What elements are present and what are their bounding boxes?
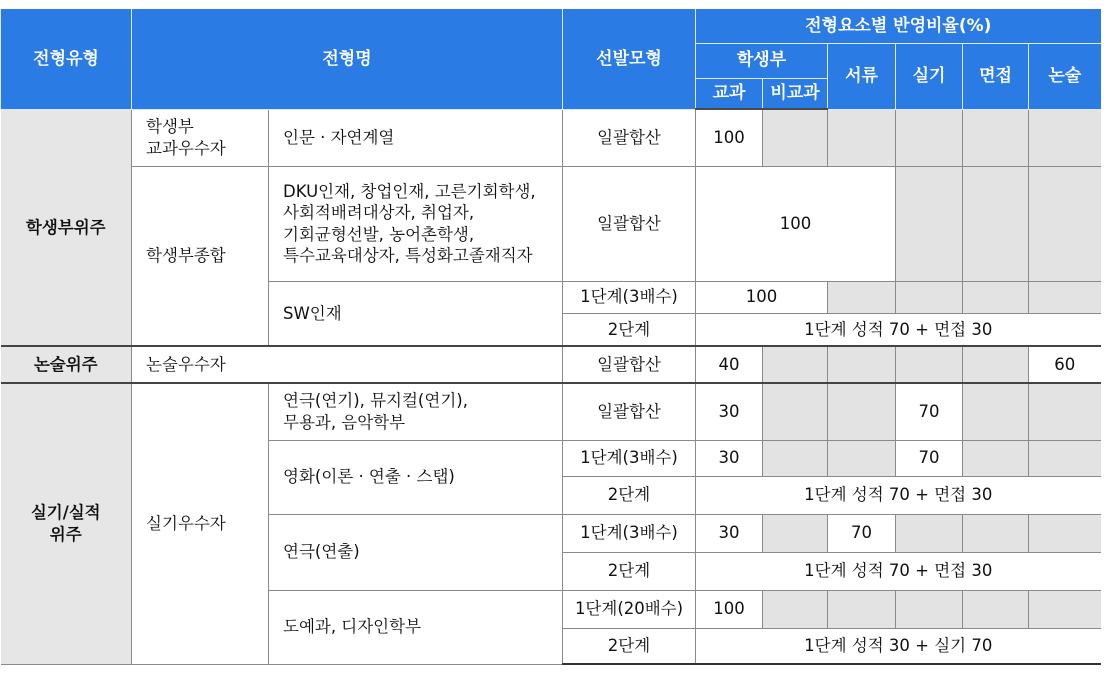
practical-value: 70	[896, 440, 963, 476]
selection-model: 2단계	[563, 476, 696, 514]
stage2-formula: 1단계 성적 70 + 면접 30	[696, 313, 1101, 346]
selection-model: 1단계(3배수)	[563, 514, 696, 552]
program-name: 논술우수자	[132, 346, 563, 383]
selection-model: 1단계(20배수)	[563, 590, 696, 628]
empty-cell	[1029, 590, 1101, 628]
empty-cell	[763, 590, 828, 628]
program-name: 도예과, 디자인학부	[269, 590, 563, 664]
empty-cell	[828, 346, 896, 383]
empty-cell	[763, 383, 828, 440]
selection-model: 일괄합산	[563, 346, 696, 383]
program-name: 연극(연출)	[269, 514, 563, 590]
empty-cell	[963, 109, 1029, 166]
subject-value: 30	[696, 514, 763, 552]
subject-value: 100	[696, 109, 763, 166]
merged-value: 100	[696, 281, 828, 313]
header-type: 전형유형	[1, 9, 132, 109]
stage2-formula: 1단계 성적 70 + 면접 30	[696, 476, 1101, 514]
selection-model: 2단계	[563, 628, 696, 664]
empty-cell	[963, 346, 1029, 383]
empty-cell	[1029, 166, 1101, 281]
group-record-subject: 학생부 교과우수자	[132, 109, 269, 166]
empty-cell	[896, 166, 963, 281]
empty-cell	[828, 109, 896, 166]
essay-value: 60	[1029, 346, 1101, 383]
empty-cell	[896, 109, 963, 166]
empty-cell	[828, 281, 896, 313]
documents-value: 70	[828, 514, 896, 552]
empty-cell	[896, 514, 963, 552]
header-model: 선발모형	[563, 9, 696, 109]
subject-value: 30	[696, 440, 763, 476]
empty-cell	[828, 440, 896, 476]
header-subject: 교과	[696, 78, 763, 109]
empty-cell	[963, 590, 1029, 628]
admission-ratio-table	[0, 9, 1101, 665]
empty-cell	[963, 383, 1029, 440]
program-name: SW인재	[269, 281, 563, 346]
empty-cell	[763, 440, 828, 476]
empty-cell	[1029, 440, 1101, 476]
empty-cell	[763, 346, 828, 383]
header-name: 전형명	[132, 9, 563, 109]
empty-cell	[896, 281, 963, 313]
selection-model: 1단계(3배수)	[563, 281, 696, 313]
selection-model: 2단계	[563, 313, 696, 346]
selection-model: 2단계	[563, 552, 696, 590]
header-practical: 실기	[896, 43, 963, 109]
empty-cell	[828, 383, 896, 440]
type-record: 학생부위주	[1, 109, 132, 346]
group-comprehensive: 학생부종합	[132, 166, 269, 346]
header-ratio: 전형요소별 반영비율(%)	[696, 9, 1101, 43]
header-interview: 면접	[963, 43, 1029, 109]
subject-value: 30	[696, 383, 763, 440]
empty-cell	[963, 166, 1029, 281]
empty-cell	[963, 281, 1029, 313]
selection-model: 일괄합산	[563, 166, 696, 281]
header-nonsubject: 비교과	[763, 78, 828, 109]
program-name: 인문 · 자연계열	[269, 109, 563, 166]
empty-cell	[763, 514, 828, 552]
empty-cell	[1029, 514, 1101, 552]
program-name: DKU인재, 창업인재, 고른기회학생, 사회적배려대상자, 취업자, 기회균형선발, 농어촌학생, 특수교육대상자, 특성화고졸재직자	[269, 166, 563, 281]
group-practical: 실기우수자	[132, 383, 269, 664]
empty-cell	[828, 590, 896, 628]
stage2-formula: 1단계 성적 70 + 면접 30	[696, 552, 1101, 590]
empty-cell	[896, 590, 963, 628]
type-practical: 실기/실적 위주	[1, 383, 132, 664]
empty-cell	[963, 440, 1029, 476]
selection-model: 일괄합산	[563, 383, 696, 440]
program-name: 영화(이론 · 연출 · 스탭)	[269, 440, 563, 514]
empty-cell	[1029, 109, 1101, 166]
selection-model: 일괄합산	[563, 109, 696, 166]
practical-value: 70	[896, 383, 963, 440]
empty-cell	[763, 109, 828, 166]
merged-value: 100	[696, 166, 896, 281]
subject-value: 40	[696, 346, 763, 383]
selection-model: 1단계(3배수)	[563, 440, 696, 476]
header-documents: 서류	[828, 43, 896, 109]
empty-cell	[963, 514, 1029, 552]
empty-cell	[896, 346, 963, 383]
header-essay: 논술	[1029, 43, 1101, 109]
header-record: 학생부	[696, 43, 828, 78]
subject-value: 100	[696, 590, 763, 628]
empty-cell	[1029, 383, 1101, 440]
stage2-formula: 1단계 성적 30 + 실기 70	[696, 628, 1101, 664]
program-name: 연극(연기), 뮤지컬(연기), 무용과, 음악학부	[269, 383, 563, 440]
type-essay: 논술위주	[1, 346, 132, 383]
empty-cell	[1029, 281, 1101, 313]
